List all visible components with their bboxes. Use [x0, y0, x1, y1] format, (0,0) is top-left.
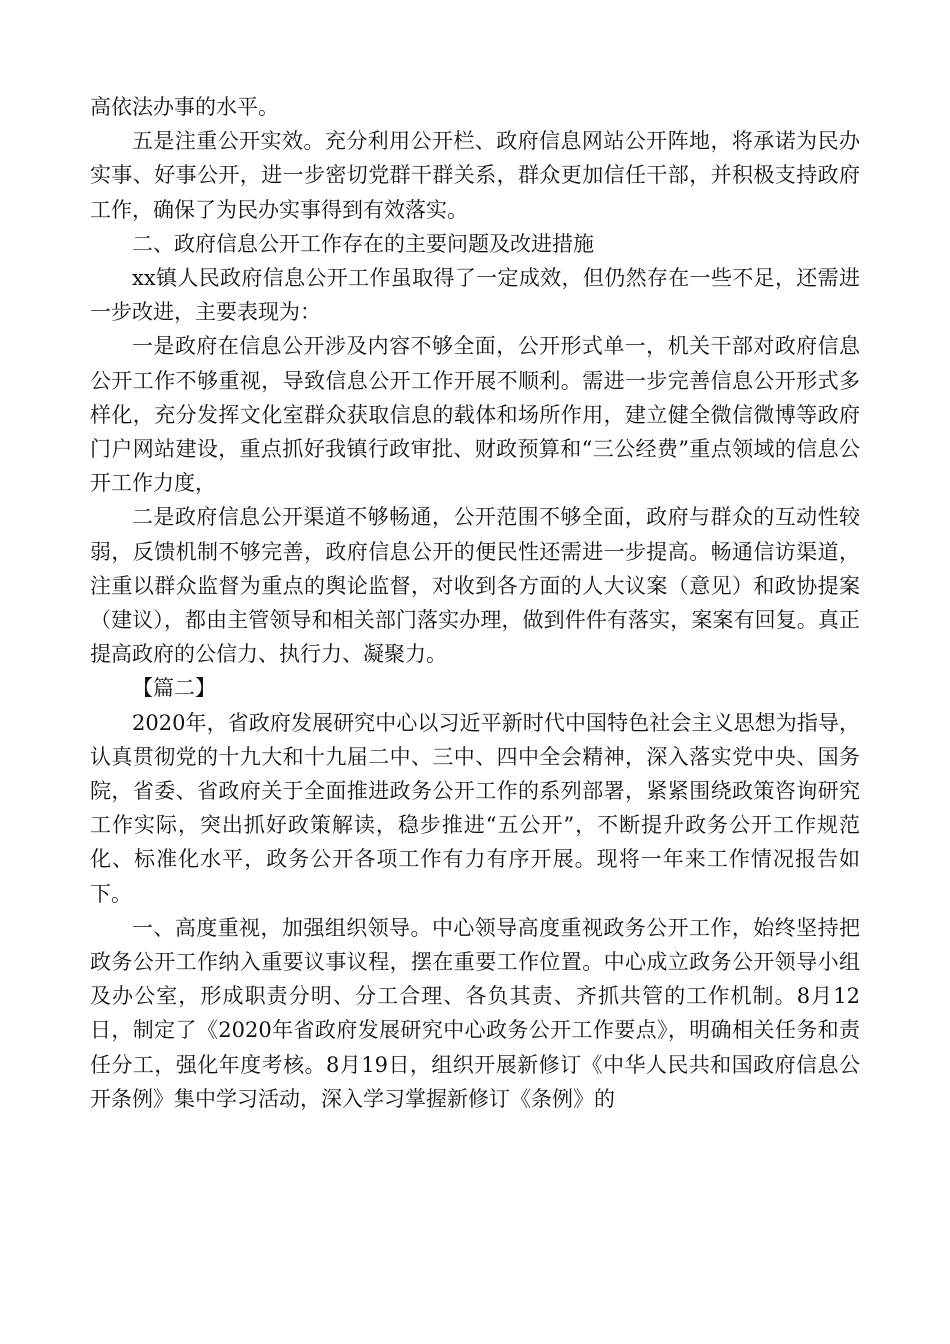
- document-page: [90, 90, 860, 1116]
- paragraph-5: 一是政府在信息公开涉及内容不够全面，公开形式单一，机关干部对政府信息公开工作不够重视，导致信息公开工作开展不顺利。需进一步完善信息公开形式多样化，充分发挥文化室群众获取信息的载体和场所作用，建立健全微信微博等政府门户网站建设，重点抓好我镇行政审批、财政预算和“三公经费”重点领域的信息公开工作力度，: [90, 334, 860, 496]
- paragraph-6: 二是政府信息公开渠道不够畅通，公开范围不够全面，政府与群众的互动性较弱，反馈机制不够完善，政府信息公开的便民性还需进一步提高。畅通信访渠道，注重以群众监督为重点的舆论监督，对收到各方面的人大议案（意见）和政协提案（建议），都由主管领导和相关部门落实办理，做到件件有落实，案案有回复。真正提高政府的公信力、执行力、凝聚力。: [90, 505, 860, 667]
- chapter-heading-part-two: 【篇二】: [132, 676, 216, 701]
- paragraph-4: xx镇人民政府信息公开工作虽取得了一定成效，但仍然存在一些不足，还需进一步改进，主要表现为：: [90, 266, 860, 325]
- paragraph-9: 一、高度重视，加强组织领导。中心领导高度重视政务公开工作，始终坚持把政务公开工作纳入重要议事议程，摆在重要工作位置。中心成立政务公开领导小组及办公室，形成职责分明、分工合理、各负其责、齐抓共管的工作机制。8月12日，制定了《2020年省政府发展研究中心政务公开工作要点》，明确相关任务和责任分工，强化年度考核。8月19日，组织开展新修订《中华人民共和国政府信息公开条例》集中学习活动，深入学习掌握新修订《条例》的: [90, 915, 860, 1111]
- section-heading-problems: 二、政府信息公开工作存在的主要问题及改进措施: [132, 231, 594, 256]
- paragraph-8: 2020年，省政府发展研究中心以习近平新时代中国特色社会主义思想为指导，认真贯彻党的十九大和十九届二中、三中、四中全会精神，深入落实党中央、国务院，省委、省政府关于全面推进政务公开工作的系列部署，紧紧围绕政策咨询研究工作实际，突出抓好政策解读，稳步推进“五公开”，不断提升政务公开工作规范化、标准化水平，政务公开各项工作有力有序开展。现将一年来工作情况报告如下。: [90, 710, 860, 906]
- paragraph-2: 五是注重公开实效。充分利用公开栏、政府信息网站公开阵地，将承诺为民办实事、好事公开，进一步密切党群干群关系，群众更加信任干部，并积极支持政府工作，确保了为民办实事得到有效落实。: [90, 129, 860, 222]
- paragraph-1: 高依法办事的水平。: [90, 95, 279, 119]
